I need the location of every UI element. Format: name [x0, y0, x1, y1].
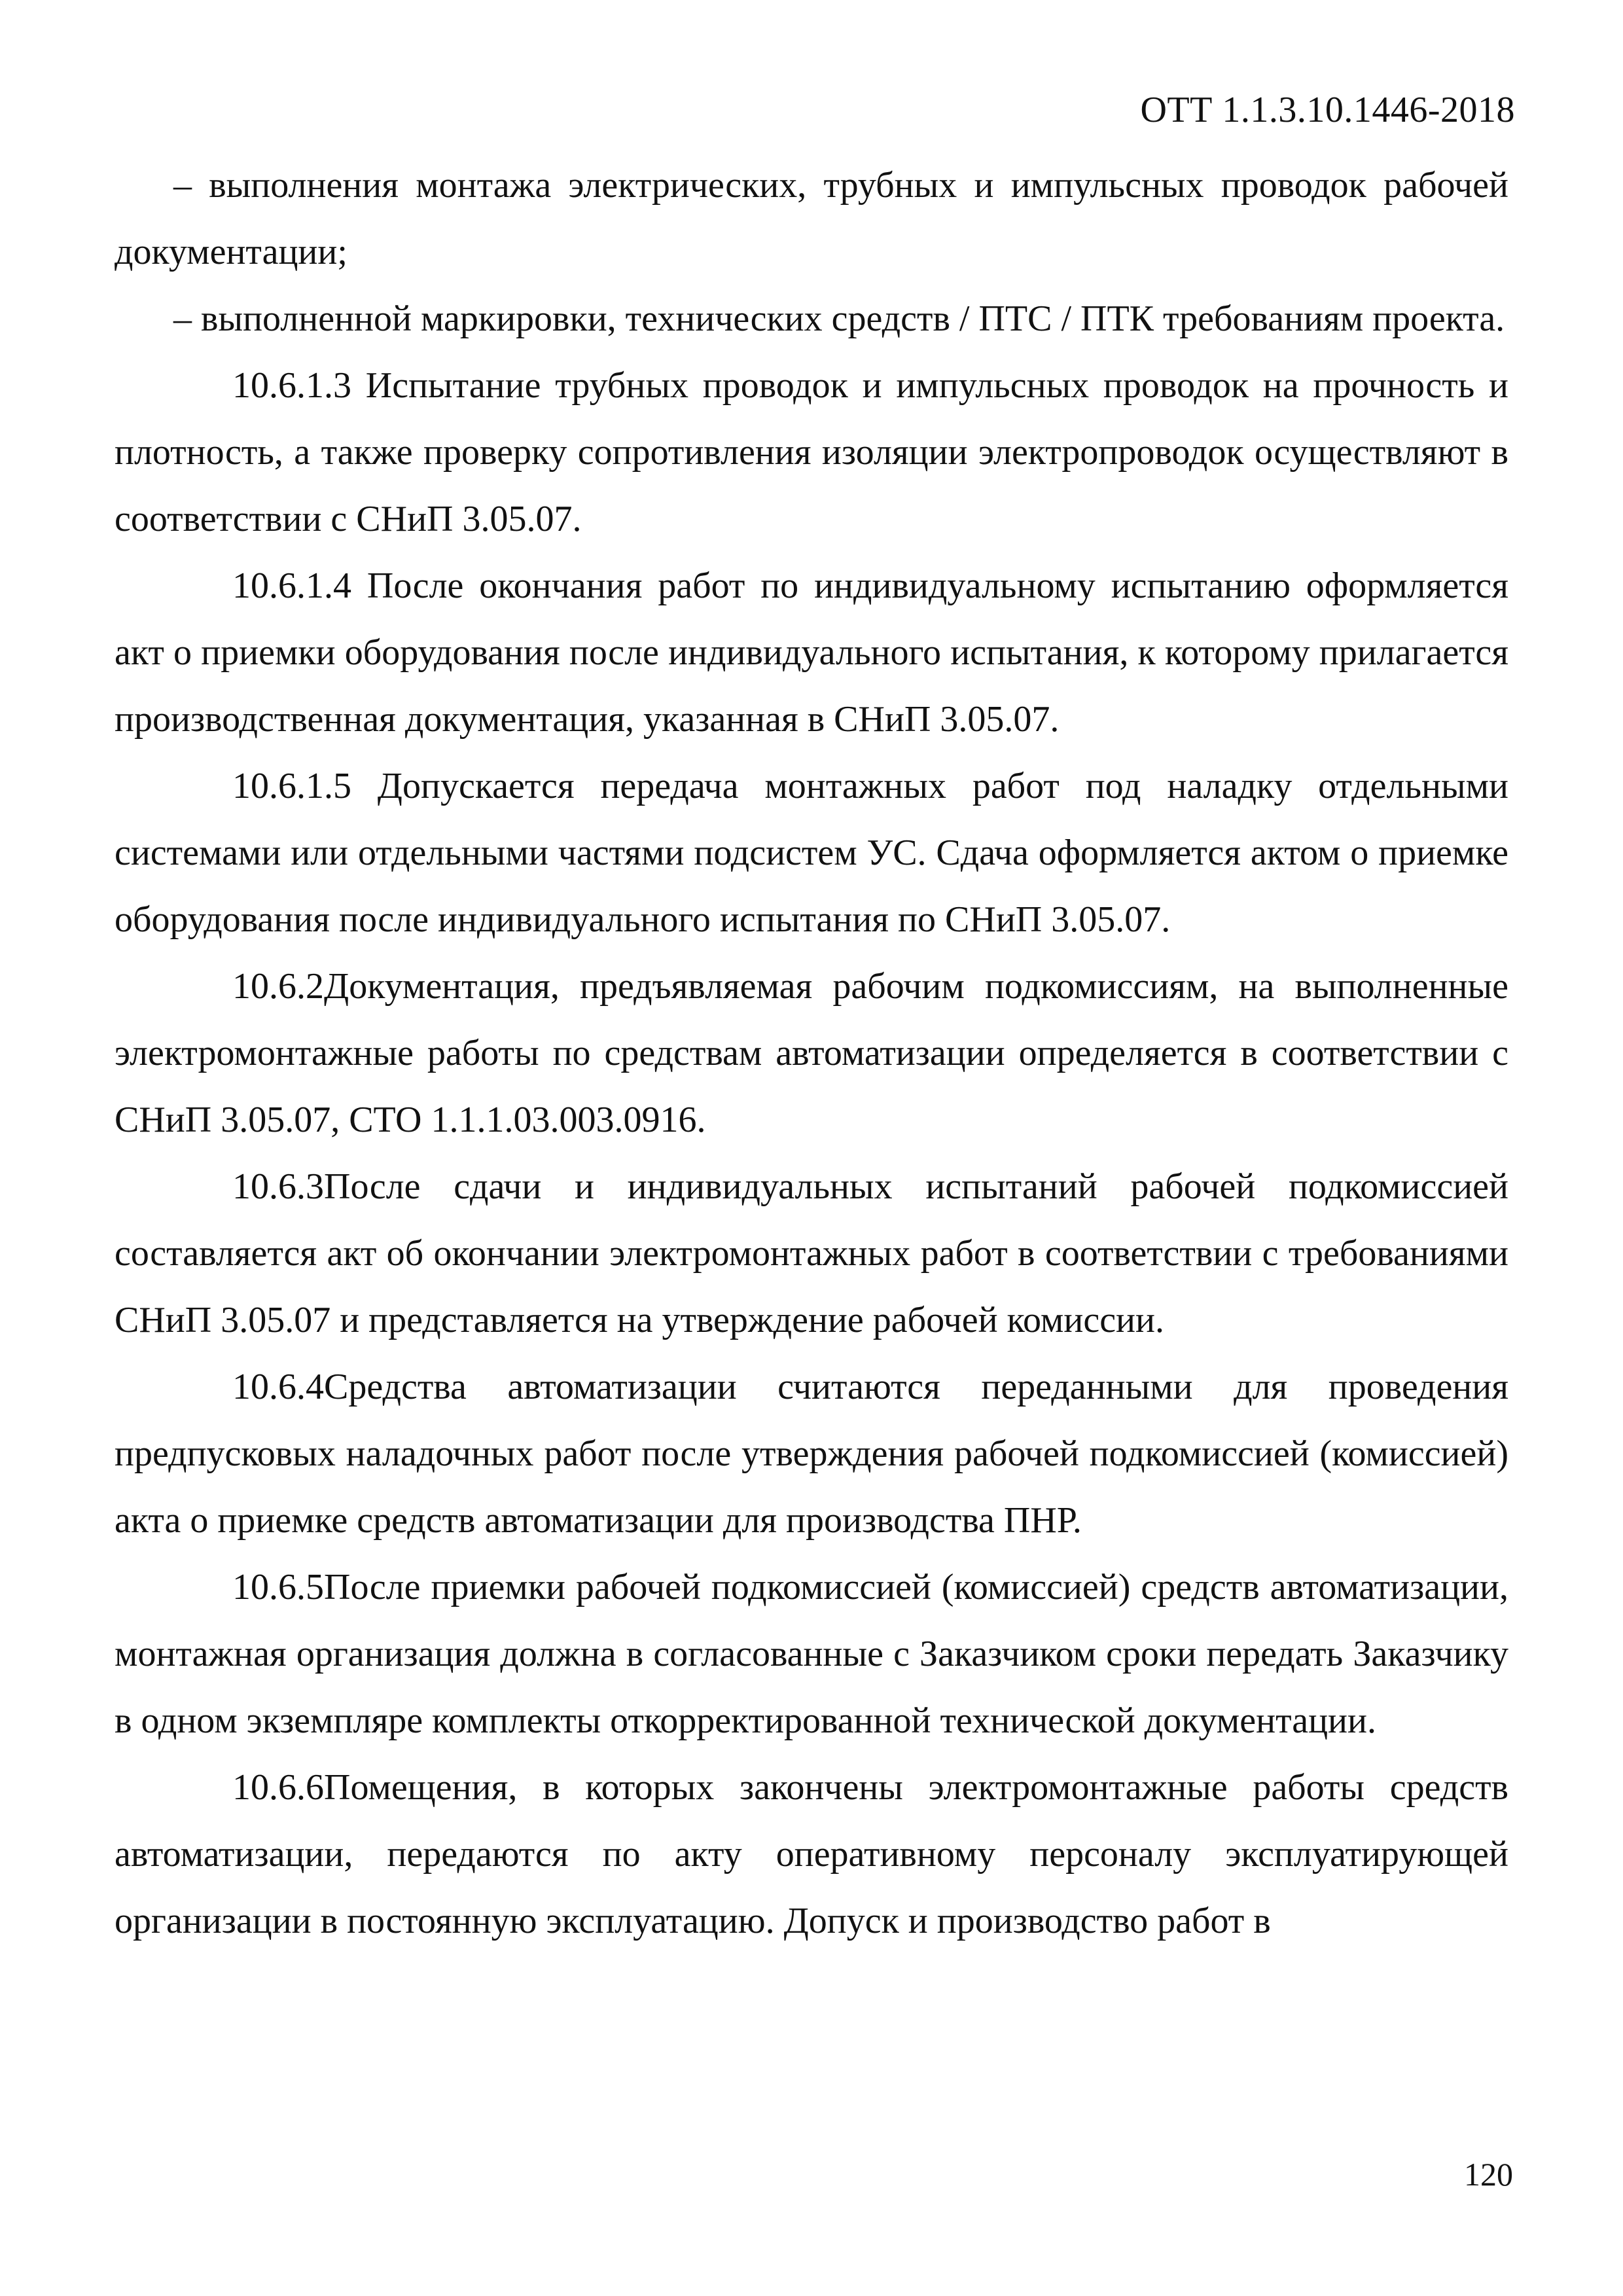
clause-number: 10.6.1.4 — [232, 565, 351, 606]
paragraph-text: После приемки рабочей подкомиссией (комиссией) средств автоматизации, монтажная организация должна в согласованные с Заказчиком сроки передать Заказчику в одном экземпляре комплекты откорректированной технической документации. — [115, 1567, 1508, 1741]
clause-10-6-1-4 — [115, 552, 1508, 753]
paragraph-text: Допускается передача монтажных работ под наладку отдельными системами или отдельными частями подсистем УС. Сдача оформляется актом о приемке оборудования после индивидуального испытания по СНиП 3.05.07. — [115, 766, 1508, 940]
clause-number: 10.6.1.3 — [232, 365, 351, 406]
page-number: 120 — [1464, 2156, 1513, 2193]
clause-10-6-1-5 — [115, 753, 1508, 953]
clause-10-6-2 — [115, 953, 1508, 1153]
document-code: ОТТ 1.1.3.10.1446-2018 — [1140, 90, 1515, 130]
paragraph-text: Документация, предъявляемая рабочим подкомиссиям, на выполненные электромонтажные работы по средствам автоматизации определяется в соответствии с СНиП 3.05.07, СТО 1.1.1.03.003.0916. — [115, 966, 1508, 1140]
document-body — [115, 152, 1508, 1954]
clause-number: 10.6.1.5 — [232, 766, 351, 806]
clause-number: 10.6.4 — [232, 1367, 324, 1407]
paragraph-text: Испытание трубных проводок и импульсных проводок на прочность и плотность, а также проверку сопротивления изоляции электропроводок осуществляют в соответствии с СНиП 3.05.07. — [115, 365, 1509, 539]
clause-10-6-3 — [115, 1153, 1508, 1354]
clause-number: 10.6.5 — [232, 1567, 324, 1607]
paragraph-text: После сдачи и индивидуальных испытаний рабочей подкомиссией составляется акт об окончании электромонтажных работ в соответствии с требованиями СНиП 3.05.07 и представляется на утверждение рабочей комиссии. — [115, 1166, 1508, 1340]
paragraph-text: – выполненной маркировки, технических средств / ПТС / ПТК требованиям проекта. — [173, 298, 1505, 339]
list-item — [115, 152, 1508, 285]
clause-10-6-1-3 — [115, 352, 1508, 552]
clause-number: 10.6.2 — [232, 966, 324, 1007]
clause-10-6-5 — [115, 1554, 1508, 1754]
clause-number: 10.6.6 — [232, 1767, 324, 1808]
list-item — [115, 285, 1508, 352]
clause-10-6-6 — [115, 1754, 1508, 1954]
paragraph-text: После окончания работ по индивидуальному испытанию оформляется акт о приемки оборудования после индивидуального испытания, к которому прилагается производственная документация, указанная в СНиП 3.05.07. — [115, 565, 1509, 740]
paragraph-text: – выполнения монтажа электрических, трубных и импульсных проводок рабочей документации; — [115, 165, 1508, 272]
clause-10-6-4 — [115, 1354, 1508, 1554]
paragraph-text: Помещения, в которых закончены электромонтажные работы средств автоматизации, передаются по акту оперативному персоналу эксплуатирующей организации в постоянную эксплуатацию. Допуск и производство работ в — [115, 1767, 1508, 1941]
paragraph-text: Средства автоматизации считаются переданными для проведения предпусковых наладочных работ после утверждения рабочей подкомиссией (комиссией) акта о приемке средств автоматизации для производства ПНР. — [115, 1367, 1508, 1541]
clause-number: 10.6.3 — [232, 1166, 324, 1207]
